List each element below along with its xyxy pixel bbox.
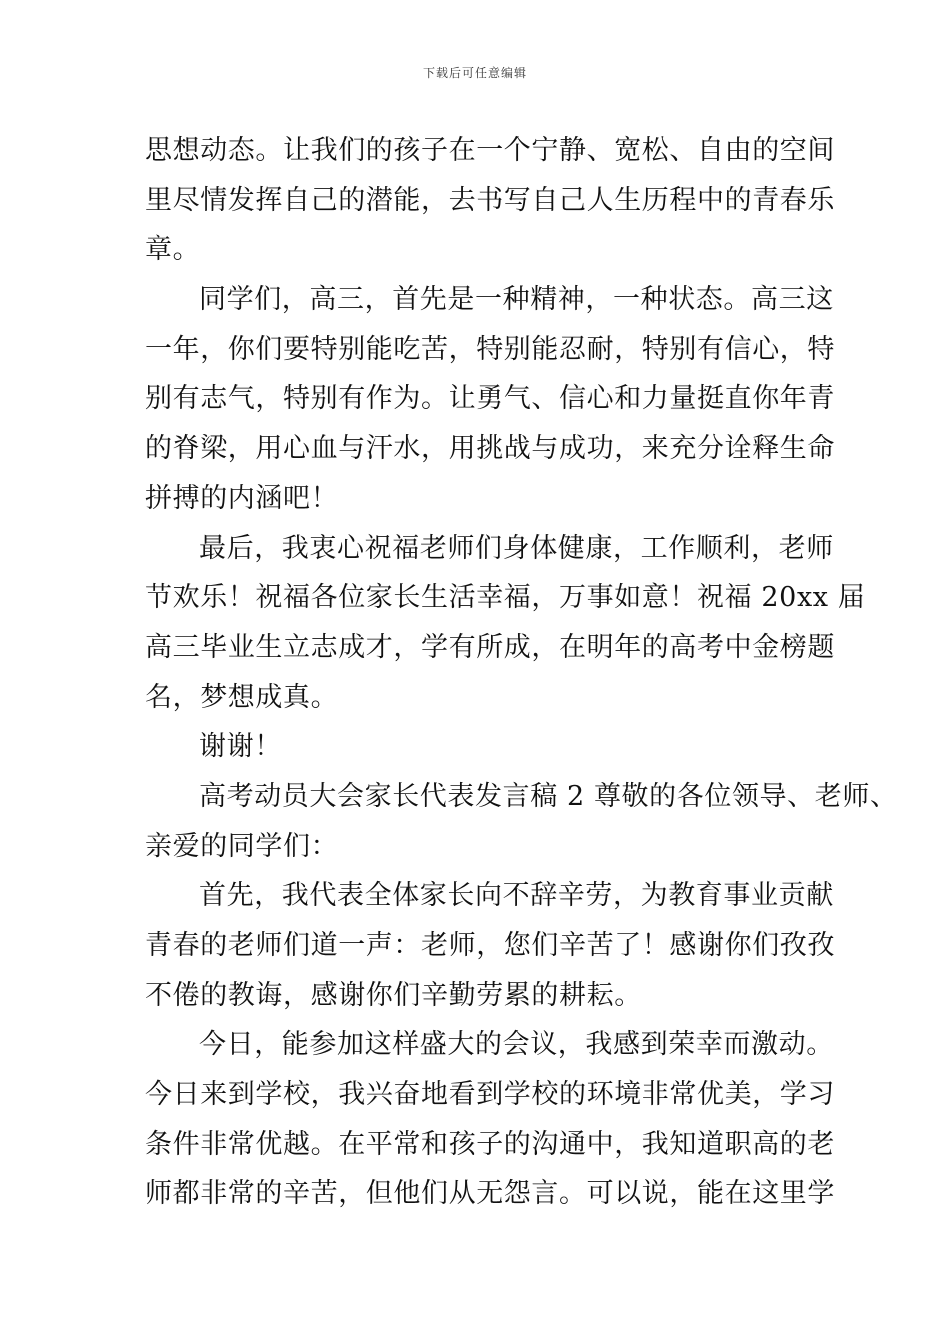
paragraph-start-line: 首先，我代表全体家长向不辞辛劳，为教育事业贡献 xyxy=(199,880,834,912)
text-line: 章。 xyxy=(145,234,201,266)
text-line: 别有志气，特别有作为。让勇气、信心和力量挺直你年青 xyxy=(145,383,835,415)
text-line: 今日来到学校，我兴奋地看到学校的环境非常优美，学习 xyxy=(145,1079,835,1111)
text-line: 一年，你们要特别能吃苦，特别能忍耐，特别有信心，特 xyxy=(145,333,835,365)
text-line: 思想动态。让我们的孩子在一个宁静、宽松、自由的空间 xyxy=(145,135,835,166)
paragraph-start-line: 今日，能参加这样盛大的会议，我感到荣幸而激动。 xyxy=(199,1029,834,1061)
text-line: 不倦的教诲，感谢你们辛勤劳累的耕耘。 xyxy=(145,979,642,1011)
paragraph-start-line: 谢谢！ xyxy=(199,731,282,763)
paragraph-start-line: 高考动员大会家长代表发言稿 2 尊敬的各位领导、老师、 xyxy=(199,780,898,812)
text-line: 青春的老师们道一声：老师，您们辛苦了！感谢你们孜孜 xyxy=(145,930,835,961)
document-body xyxy=(145,126,898,1219)
text-line: 里尽情发挥自己的潜能，去书写自己人生历程中的青春乐 xyxy=(145,184,835,216)
text-line: 拼搏的内涵吧！ xyxy=(145,482,339,514)
text-line: 高三毕业生立志成才，学有所成，在明年的高考中金榜题 xyxy=(145,631,835,663)
text-line: 的脊梁，用心血与汗水，用挑战与成功，来充分诠释生命 xyxy=(145,433,835,465)
text-line: 亲爱的同学们： xyxy=(145,830,339,862)
page-header: 下载后可任意编辑 xyxy=(422,66,527,80)
text-line: 师都非常的辛苦，但他们从无怨言。可以说，能在这里学 xyxy=(145,1178,835,1210)
text-line: 节欢乐！祝福各位家长生活幸福，万事如意！祝福 20xx 届 xyxy=(145,582,866,614)
paragraph-start-line: 同学们，高三，首先是一种精神，一种状态。高三这 xyxy=(199,284,834,316)
text-line: 名，梦想成真。 xyxy=(145,681,339,713)
text-line: 条件非常优越。在平常和孩子的沟通中，我知道职高的老 xyxy=(145,1128,835,1160)
paragraph-start-line: 最后，我衷心祝福老师们身体健康，工作顺利，老师 xyxy=(199,532,834,564)
